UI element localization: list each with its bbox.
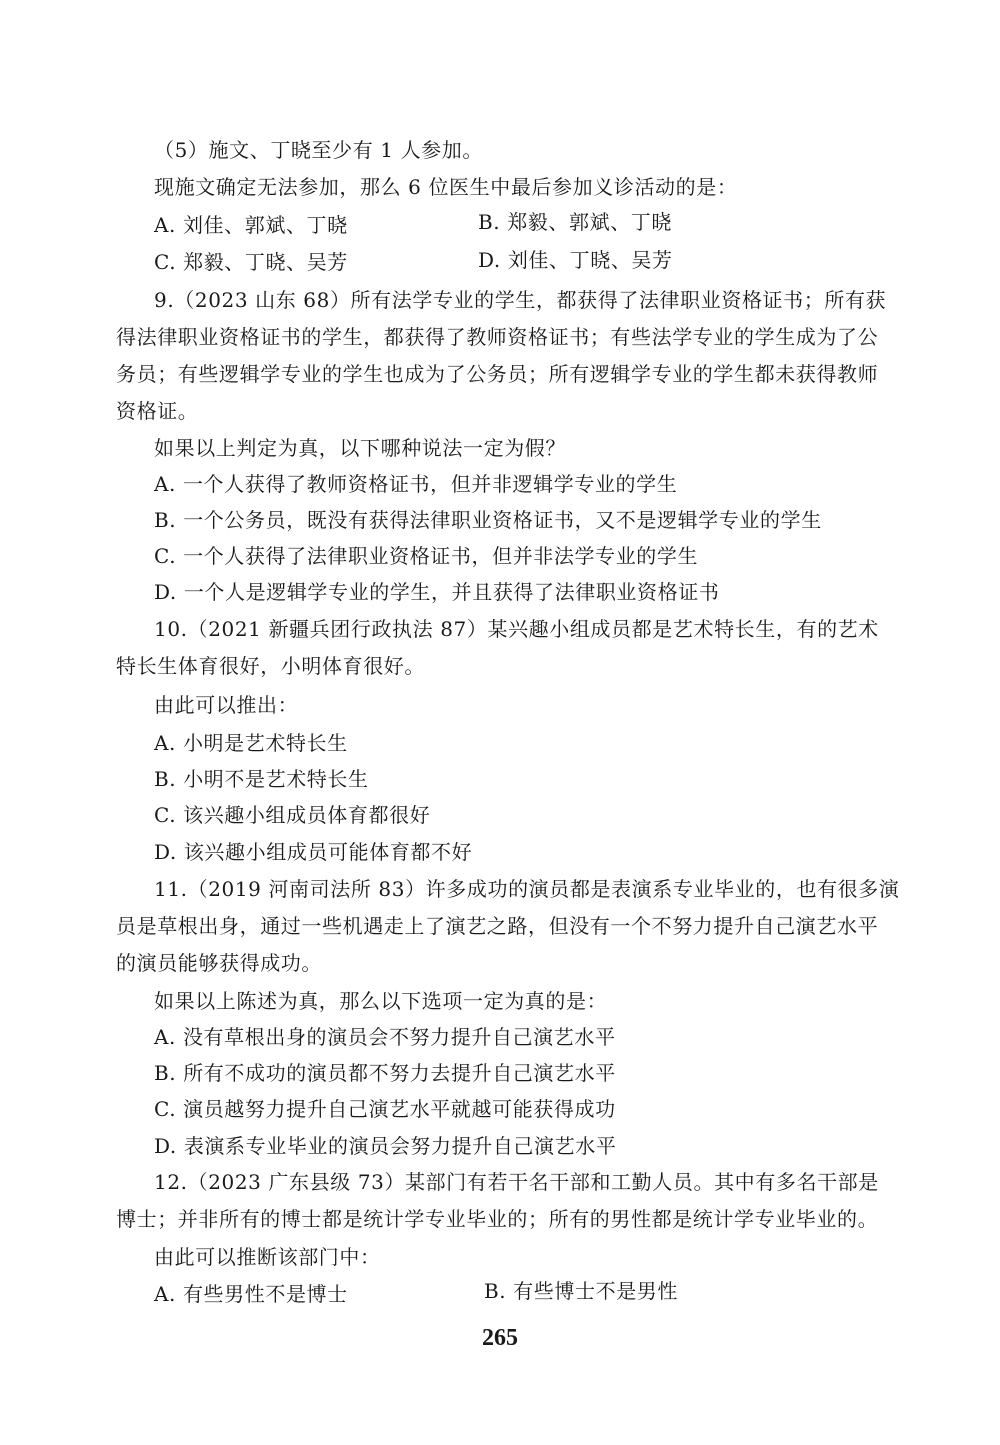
question-12-prompt: 由此可以推断该部门中： — [154, 1245, 381, 1269]
option-d: D. 一个人是逻辑学专业的学生，并且获得了法律职业资格证书 — [154, 580, 720, 604]
question-10-line: 特长生体育很好，小明体育很好。 — [116, 654, 425, 678]
question-10-prompt: 由此可以推出： — [154, 693, 299, 717]
question-9-line: 得法律职业资格证书的学生，都获得了教师资格证书；有些法学专业的学生成为了公 — [116, 325, 879, 349]
option-a: A. 一个人获得了教师资格证书，但并非逻辑学专业的学生 — [154, 472, 678, 496]
question-11-prompt: 如果以上陈述为真，那么以下选项一定为真的是： — [154, 989, 608, 1013]
question-11-line: 员是草根出身，通过一些机遇走上了演艺之路，但没有一个不努力提升自己演艺水平 — [116, 914, 879, 938]
option-a: A. 没有草根出身的演员会不努力提升自己演艺水平 — [154, 1025, 616, 1049]
page-number: 265 — [482, 1325, 518, 1351]
question-12-line: 12.（2023 广东县级 73）某部门有若干名干部和工勤人员。其中有多名干部是 — [154, 1170, 879, 1194]
question-9-prompt: 如果以上判定为真，以下哪种说法一定为假？ — [154, 436, 566, 460]
option-d: D. 表演系专业毕业的演员会努力提升自己演艺水平 — [154, 1134, 617, 1158]
option-a: A. 有些男性不是博士 — [154, 1282, 348, 1306]
option-d: D. 刘佳、丁晓、吴芳 — [478, 248, 673, 272]
option-a: A. 小明是艺术特长生 — [154, 731, 348, 755]
option-b: B. 所有不成功的演员都不努力去提升自己演艺水平 — [154, 1061, 616, 1085]
option-c: C. 该兴趣小组成员体育都很好 — [154, 803, 431, 827]
question-8-prompt: 现施文确定无法参加，那么 6 位医生中最后参加义诊活动的是： — [154, 175, 738, 199]
option-c: C. 郑毅、丁晓、吴芳 — [154, 250, 348, 274]
option-d: D. 该兴趣小组成员可能体育都不好 — [154, 840, 473, 864]
option-b: B. 郑毅、郭斌、丁晓 — [478, 210, 673, 234]
option-b: B. 有些博士不是男性 — [484, 1279, 679, 1303]
question-11-line: 11.（2019 河南司法所 83）许多成功的演员都是表演系专业毕业的，也有很多演 — [154, 877, 900, 901]
option-b: B. 一个公务员，既没有获得法律职业资格证书，又不是逻辑学专业的学生 — [154, 508, 822, 532]
condition-5: （5）施文、丁晓至少有 1 人参加。 — [154, 138, 483, 162]
question-11-line: 的演员能够获得成功。 — [116, 951, 322, 975]
question-9-line: 务员；有些逻辑学专业的学生也成为了公务员；所有逻辑学专业的学生都未获得教师 — [116, 362, 879, 386]
question-9-line: 9.（2023 山东 68）所有法学专业的学生，都获得了法律职业资格证书；所有获 — [154, 288, 887, 312]
question-10-line: 10.（2021 新疆兵团行政执法 87）某兴趣小组成员都是艺术特长生，有的艺术 — [154, 617, 879, 641]
option-a: A. 刘佳、郭斌、丁晓 — [154, 213, 348, 237]
option-c: C. 一个人获得了法律职业资格证书，但并非法学专业的学生 — [154, 544, 699, 568]
option-b: B. 小明不是艺术特长生 — [154, 767, 369, 791]
question-9-line: 资格证。 — [116, 399, 199, 423]
question-12-line: 博士；并非所有的博士都是统计学专业毕业的；所有的男性都是统计学专业毕业的。 — [116, 1207, 879, 1231]
option-c: C. 演员越努力提升自己演艺水平就越可能获得成功 — [154, 1097, 616, 1121]
